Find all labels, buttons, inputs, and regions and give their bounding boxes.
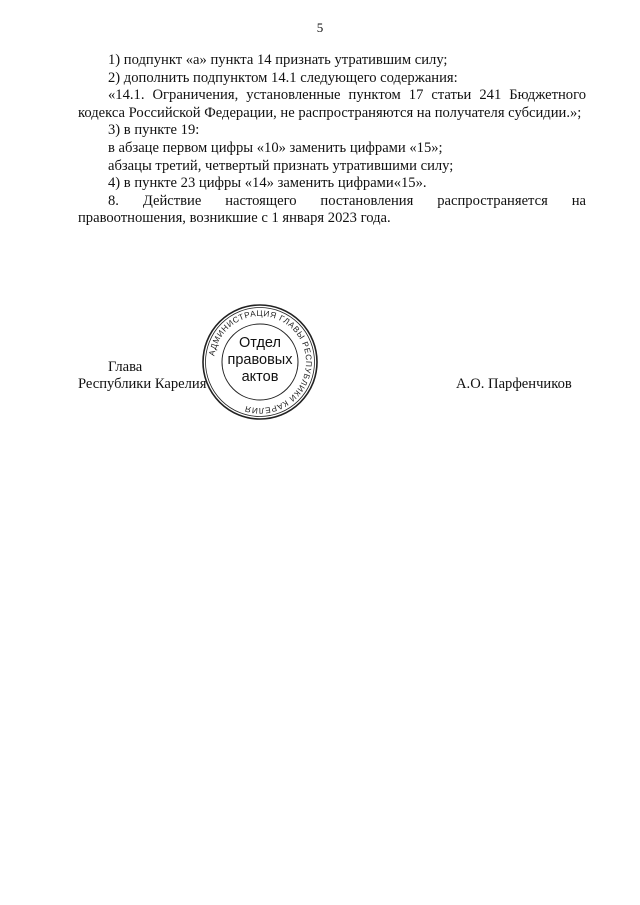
- paragraph-3: «14.1. Ограничения, установленные пунктом 17 статьи 241 Бюджетного кодекса Российской Федерации, не распространяются на получателя субсидии.»;: [78, 87, 586, 121]
- paragraph-5: в абзаце первом цифры «10» заменить цифрами «15»;: [108, 139, 443, 156]
- paragraph-8: 8. Действие настоящего постановления распространяется на правоотношения, возникшие с 1 января 2023 года.: [78, 192, 586, 227]
- signature-name: А.О. Парфенчиков: [456, 376, 572, 392]
- stamp-center-text: [200, 335, 320, 386]
- paragraph-6: абзацы третий, четвертый признать утратившими силу;: [108, 157, 454, 174]
- document-body: [78, 52, 586, 228]
- signature-region: Республики Карелия: [78, 376, 207, 392]
- stamp-line-2: правовых: [227, 352, 293, 368]
- page-number: 5: [316, 20, 324, 35]
- signature-title: Глава: [108, 359, 143, 375]
- stamp-line-3: актов: [241, 369, 279, 385]
- stamp-ring-text: АДМИНИСТРАЦИЯ ГЛАВЫ РЕСПУБЛИКИ КАРЕЛИЯ: [207, 308, 314, 416]
- paragraph-4: 3) в пункте 19:: [108, 122, 200, 139]
- official-stamp: [200, 302, 320, 422]
- paragraph-7: 4) в пункте 23 цифры «14» заменить цифрами«15».: [108, 175, 427, 192]
- paragraph-2: 2) дополнить подпунктом 14.1 следующего содержания:: [108, 69, 458, 86]
- stamp-line-1: Отдел: [239, 335, 281, 351]
- paragraph-1: 1) подпункт «а» пункта 14 признать утратившим силу;: [108, 52, 448, 68]
